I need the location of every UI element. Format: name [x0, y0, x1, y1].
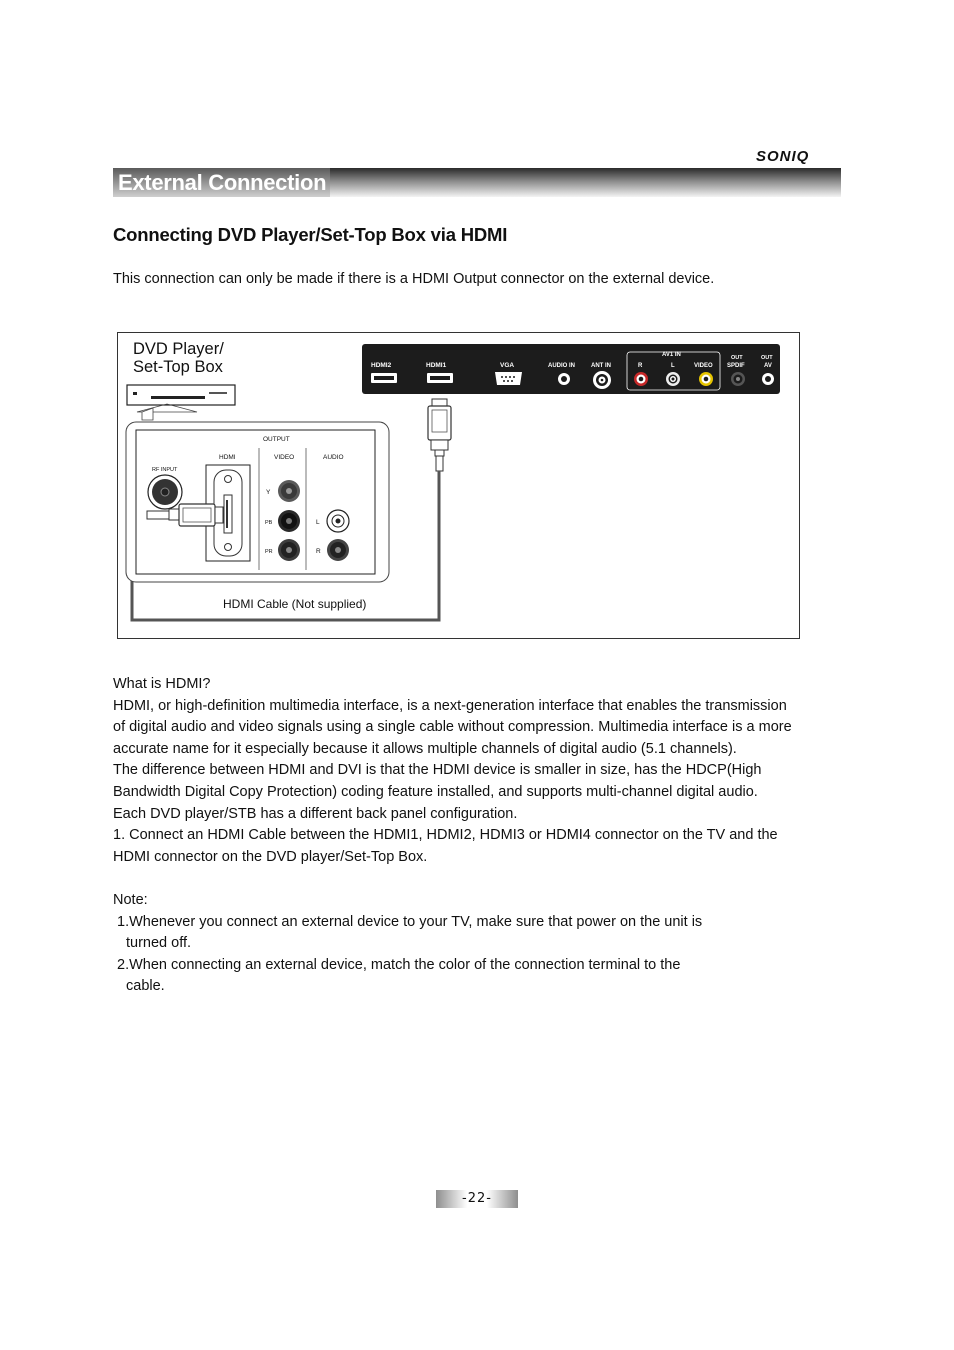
connection-diagram — [117, 332, 800, 639]
pr-label: PR — [265, 549, 273, 555]
av-r-label: R — [638, 363, 643, 369]
hdmi-description-line2: of digital audio and video signals using a single cable without compression. Multimedia interface is a more — [113, 719, 792, 736]
av-video-label: VIDEO — [694, 363, 713, 369]
note2-line2: cable. — [126, 978, 165, 995]
note1-line2: turned off. — [126, 935, 192, 952]
rf-input-label: RF INPUT — [152, 467, 178, 473]
audio-l-label: L — [316, 519, 320, 526]
hdmi1-label: HDMI1 — [426, 362, 447, 369]
hdmi-dvi-difference-line2: Bandwidth Digital Copy Protection) coding feature installed, and supports multi-channel digital audio. — [113, 783, 758, 800]
page-number: -22- — [436, 1190, 518, 1208]
output-label: OUTPUT — [263, 436, 290, 443]
body-text — [113, 674, 843, 998]
audio-r-jack — [327, 539, 349, 561]
intro-text: This connection can only be made if there is a HDMI Output connector on the external device. — [113, 271, 715, 287]
y-label: Y — [266, 489, 271, 496]
hdmi-description-line1: HDMI, or high-definition multimedia interface, is a next-generation interface that enables the transmission — [113, 697, 787, 714]
spdif-label: SPDIF — [727, 363, 745, 369]
step1-line2: HDMI connector on the DVD player/Set-Top Box. — [113, 848, 428, 865]
hdmi-dvi-difference-line1: The difference between HDMI and DVI is that the HDMI device is smaller in size, has the HDCP(High — [113, 762, 762, 779]
note1-line1: 1.Whenever you connect an external device to your TV, make sure that power on the unit is — [117, 913, 703, 930]
ant-in-label: ANT IN — [591, 363, 611, 369]
audio-in-label: AUDIO IN — [548, 363, 575, 369]
audio-section-label: AUDIO — [323, 454, 344, 461]
av-out-label: OUT — [761, 355, 773, 361]
video-y-jack — [278, 480, 300, 502]
av-label: AV — [764, 363, 772, 369]
device-label-line2: Set-Top Box — [133, 358, 223, 376]
note2-line1: 2.When connecting an external device, match the color of the connection terminal to the — [117, 956, 681, 973]
audio-l-jack — [327, 510, 349, 532]
vga-label: VGA — [500, 362, 515, 369]
tv-back-panel — [362, 344, 780, 394]
back-panel-note: Each DVD player/STB has a different back panel configuration. — [113, 805, 518, 822]
note-heading: Note: — [113, 891, 148, 908]
audio-r-label: R — [316, 548, 321, 555]
hdmi-section-label: HDMI — [219, 454, 236, 461]
brand-logo: SONIQ — [756, 148, 810, 165]
video-section-label: VIDEO — [274, 454, 295, 461]
av-l-label: L — [671, 363, 675, 369]
spdif-out-label: OUT — [731, 355, 743, 361]
section-title: External Connection — [113, 168, 330, 197]
device-label-line1: DVD Player/ — [133, 340, 224, 358]
what-is-hdmi-question: What is HDMI? — [113, 676, 211, 692]
hdmi-description-line3: accurate name for it especially because it allows multiple channels of digital audio (5.1 channels). — [113, 740, 737, 757]
step1-line1: 1. Connect an HDMI Cable between the HDMI1, HDMI2, HDMI3 or HDMI4 connector on the TV and the — [113, 827, 778, 844]
cable-label: HDMI Cable (Not supplied) — [223, 597, 367, 611]
av1-in-label: AV1 IN — [662, 352, 681, 358]
spacer — [113, 868, 843, 890]
video-pr-jack — [278, 539, 300, 561]
pb-label: PB — [265, 520, 273, 526]
video-pb-jack — [278, 510, 300, 532]
page-heading: Connecting DVD Player/Set-Top Box via HDMI — [113, 224, 508, 245]
hdmi2-label: HDMI2 — [371, 362, 392, 369]
rf-input-port — [148, 475, 182, 509]
